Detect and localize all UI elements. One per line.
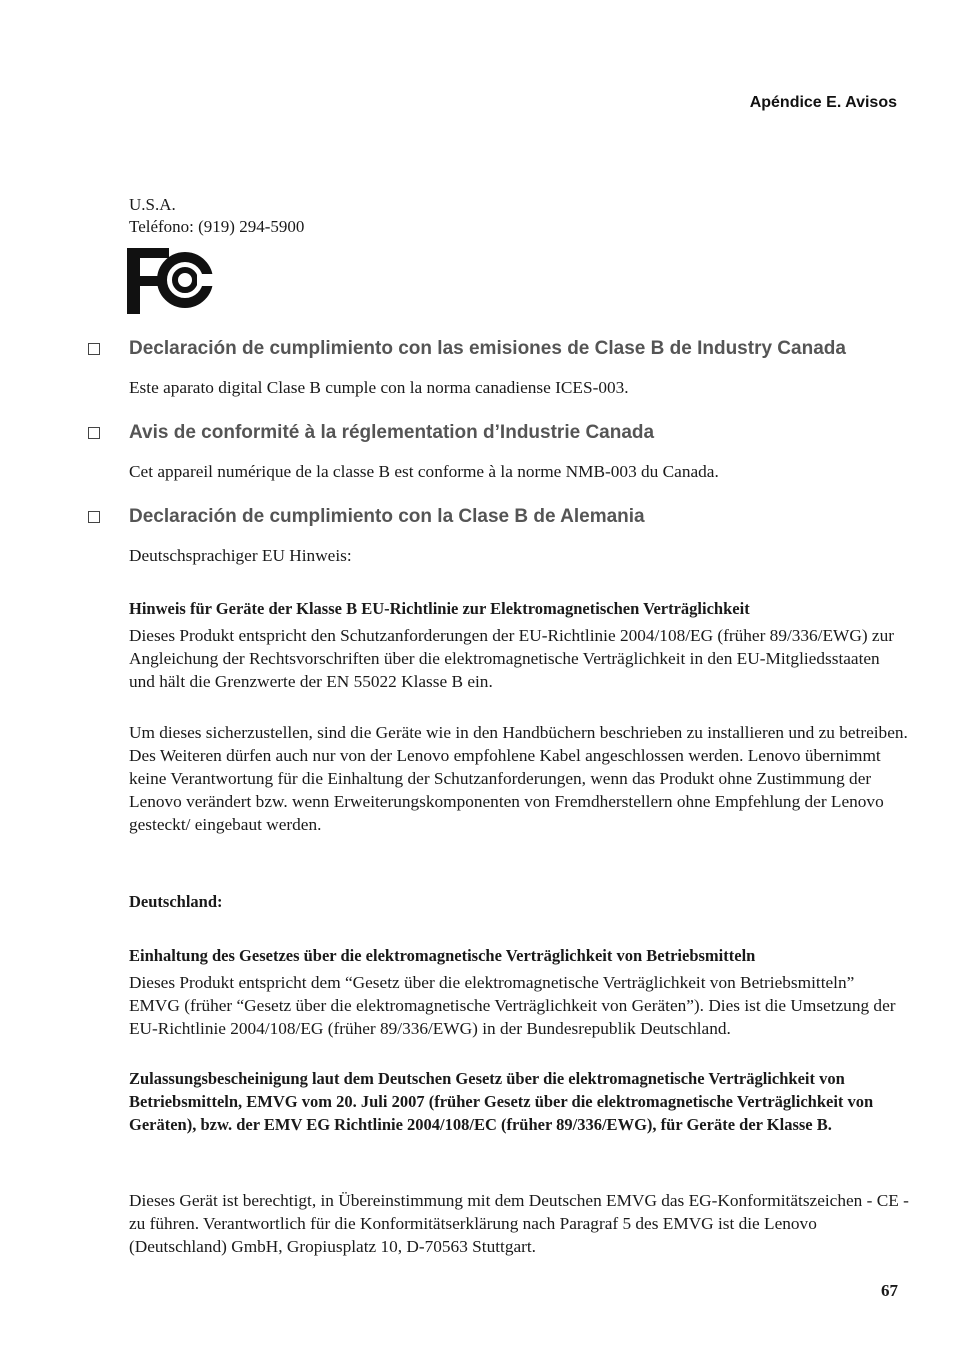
section-body-industry-canada: Este aparato digital Clase B cumple con la norma canadiense ICES-003. xyxy=(129,378,629,397)
install-paragraph: Um dieses sicherzustellen, sind die Geräte wie in den Handbüchern beschrieben zu installieren und zu betreiben. Des Weiteren dürfen auch nur von der Lenovo empfohlene Kabel angeschlossen werden. Lenovo übernimmt keine Verantwortung für die Einhaltung der Schutzanforderungen, wenn das Produkt ohne Zustimmung der Lenovo verändert bzw. wenn Erweiterungskomponenten von Fremdherstellern ohne Empfehlung der Lenovo gesteckt/ eingebaut werden. xyxy=(129,723,908,834)
section-body-germany: Deutschsprachiger EU Hinweis: xyxy=(129,546,352,565)
section-heading-germany: Declaración de cumplimiento con la Clase B de Alemania xyxy=(129,506,645,527)
address-country: U.S.A. xyxy=(129,195,176,214)
einhaltung-heading: Einhaltung des Gesetzes über die elektromagnetische Verträglichkeit von Betriebsmitteln xyxy=(129,946,756,965)
deutschland-label: Deutschland: xyxy=(129,892,223,911)
section-body-industrie-canada-fr: Cet appareil numérique de la classe B est conforme à la norme NMB-003 du Canada. xyxy=(129,462,719,481)
hinweis-heading: Hinweis für Geräte der Klasse B EU-Richtlinie zur Elektromagnetischen Verträglichkeit xyxy=(129,599,750,618)
einhaltung-body: Dieses Produkt entspricht dem “Gesetz über die elektromagnetische Verträglichkeit von Betriebsmitteln” EMVG (früher “Gesetz über die elektromagnetische Verträglichkeit von Geräten”). Dies ist die Umsetzung der EU-Richtlinie 2004/108/EG (früher 89/336/EWG) in der Bundesrepublik Deutschland. xyxy=(129,973,896,1038)
section-heading-industrie-canada-fr: Avis de conformité à la réglementation d’Industrie Canada xyxy=(129,422,655,443)
fcc-logo xyxy=(127,246,221,316)
section-bullet-icon xyxy=(88,511,100,523)
berechtigt-paragraph: Dieses Gerät ist berechtigt, in Übereinstimmung mit dem Deutschen EMVG das EG-Konformitätszeichen - CE - zu führen. Verantwortlich für die Konformitätserklärung nach Paragraf 5 des EMVG ist die Lenovo (Deutschland) GmbH, Gropiusplatz 10, D-70563 Stuttgart. xyxy=(129,1191,909,1256)
page-header: Apéndice E. Avisos xyxy=(749,94,897,111)
address-phone: Teléfono: (919) 294-5900 xyxy=(129,217,305,236)
section-bullet-icon xyxy=(88,343,100,355)
fcc-logo-c-opening xyxy=(197,274,221,286)
hinweis-body: Dieses Produkt entspricht den Schutzanforderungen der EU-Richtlinie 2004/108/EG (früher 89/336/EWG) zur Angleichung der Rechtsvorschriften über die elektromagnetische Verträglichkeit in den EU-Mitgliedsstaaten und hält die Grenzwerte der EN 55022 Klasse B ein. xyxy=(129,626,894,691)
address-block xyxy=(129,194,304,238)
fcc-logo-inner-c xyxy=(175,270,195,290)
section-heading-industry-canada: Declaración de cumplimiento con las emisiones de Clase B de Industry Canada xyxy=(129,338,846,359)
zulassung-heading: Zulassungsbescheinigung laut dem Deutschen Gesetz über die elektromagnetische Verträglichkeit von Betriebsmitteln, EMVG vom 20. Juli 2007 (früher Gesetz über die elektromagnetische Verträglichkeit von Geräten), bzw. der EMV EG Richtlinie 2004/108/EC (früher 89/336/EWG), für Geräte der Klasse B. xyxy=(129,1069,874,1134)
page-number: 67 xyxy=(881,1281,898,1300)
section-bullet-icon xyxy=(88,427,100,439)
